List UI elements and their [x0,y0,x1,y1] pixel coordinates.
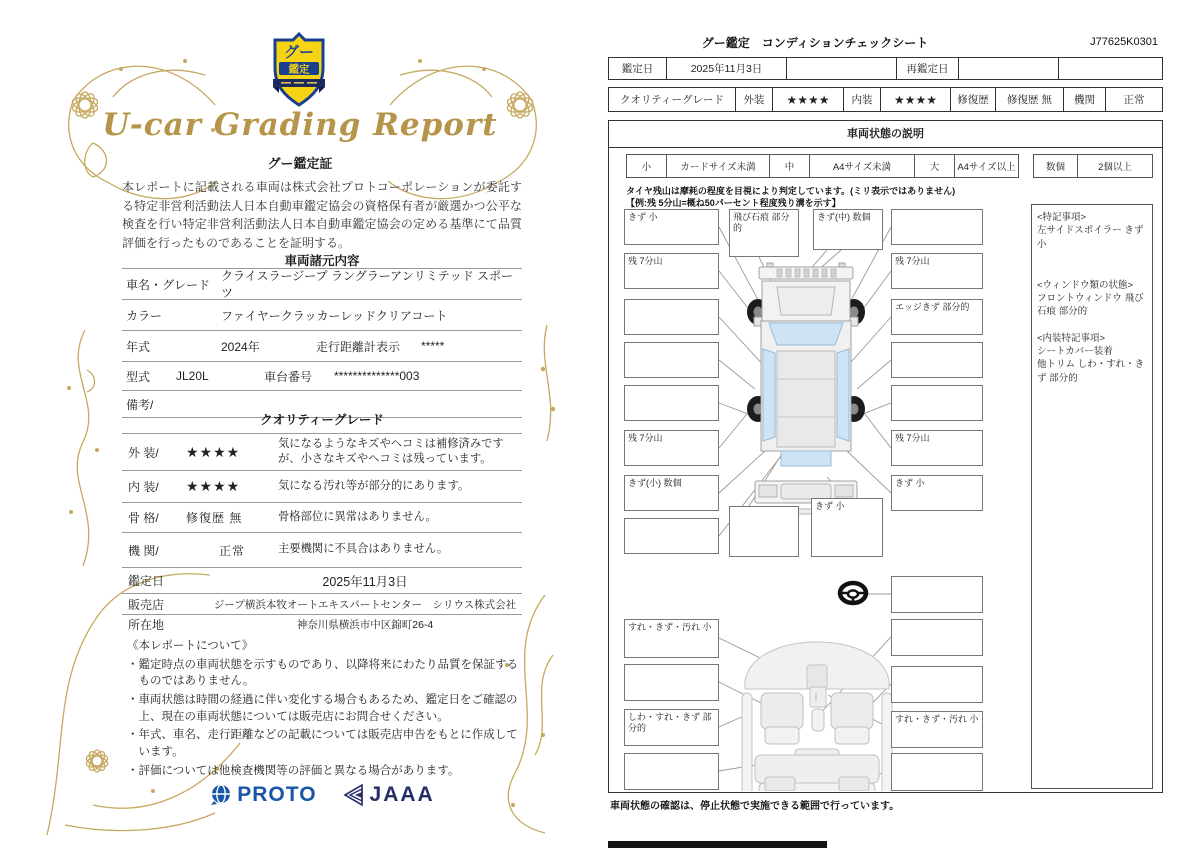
report-title: U-car Grading Report [102,107,498,143]
special-notes-heading: <特記事項> [1037,212,1087,223]
tire-note-1: タイヤ残山は摩耗の程度を目視により判定しています。(ミリ表示ではありません) [626,186,956,196]
grade-row-frame [122,502,522,532]
spec-value: ファイヤークラッカーレッドクリアコート [221,308,448,323]
proto-globe-icon [209,783,233,807]
bottom-black-bar [608,841,827,848]
spec-label: 備考/ [126,397,154,412]
empty-cell [959,58,1059,79]
damage-box [729,506,799,557]
special-notes-panel [1031,204,1153,789]
grade-row-exterior [122,433,522,470]
condition-section-title: 車両状態の説明 [609,121,1162,148]
note-item: ・年式、車名、走行距離などの記載については販売店申告をもとに作成しています。 [127,727,518,759]
grade-stars: ★★★★ [186,478,241,494]
legend-small-desc: カードサイズ未満 [667,155,770,177]
jaaa-triangle-icon [343,783,365,807]
damage-box [891,385,983,421]
certificate-intro: 本レポートに記載される車両は株式会社プロトコーポレーションが委託する特定非営利活動法人日本自動車鑑定協会の資格保有者が厳選かつ公平な検査を行い特定非営利活動法人日本自動車鑑定協会の定める基準にて品質評価を行ったものであることを証明する。 [122,180,522,250]
repair-value: 修復歴 無 [996,88,1064,111]
badge-text-bottom: 鑑定 [288,63,310,76]
window-notes-heading: <ウィンドウ類の状態> [1037,279,1134,291]
count-value: 2個以上 [1098,162,1132,173]
jaaa-logo [343,783,435,807]
special-note: 左サイドスポイラー きず 小 [1037,225,1144,250]
tire-box: 残 7分山 [891,430,983,466]
note-item: ・車両状態は時間の経過に伴い変化する場合もあるため、鑑定日をご確認の上、現在の車両状態については販売店にお問合せください。 [127,692,518,723]
interior-stars: ★★★★ [881,88,951,111]
window-note: フロントウィンドウ 飛び石痕 部分的 [1037,293,1144,318]
interior-label: 内装 [844,88,881,111]
spec-row-model [122,361,522,390]
info-label: 鑑定日 [128,574,165,588]
tire-box: 残 7分山 [891,253,983,289]
interior-note: 他トリム しわ・すれ・きず 部分的 [1037,359,1145,384]
proto-logo [209,783,316,807]
tire-note-2: 【例:残 5分山=概ね50パーセント程度残り溝を示す】 [626,198,841,208]
interior-box: しわ・すれ・きず 部分的 [624,709,719,746]
sheet-code: J77625K0301 [1090,36,1158,48]
note-item: ・鑑定時点の車両状態を示すものであり、以降将来にわたり品質を保証するものではありません。 [127,656,518,688]
goo-kantei-badge [267,31,331,109]
interior-box: すれ・きず・汚れ 小 [624,619,719,658]
grade-table [122,433,522,634]
grade-desc: 気になる汚れ等が部分的にあります。 [278,479,470,492]
steering-wheel-icon [840,583,866,603]
damage-box [891,209,983,245]
damage-box: 飛び石痕 部分的 [729,209,799,257]
spec-row-name [122,268,522,299]
legend-medium-label: 中 [770,155,810,177]
repair-label: 修復歴 [951,88,996,111]
empty-cell [787,58,897,79]
ornament-right-dots [533,325,563,445]
legend-small-label: 小 [627,155,667,177]
spec-table [122,268,522,418]
certifier-logos [122,783,522,807]
badge-text-top: グー [283,44,315,61]
grade-value: 修復歴 無 [186,511,243,525]
report-notes [127,637,529,780]
interior-notes-heading: <内装特記事項> [1037,332,1106,344]
interior-box [624,753,719,790]
condition-sheet-title: グー鑑定 コンディションチェックシート [701,36,929,50]
spec-value: ***** [421,339,445,353]
proto-logo-text: PROTO [237,783,317,806]
engine-value: 正常 [1123,94,1145,106]
spec-label: 年式 [126,339,151,354]
grade-desc: 骨格部位に異常はありません。 [278,510,437,523]
footer-note: 車両状態の確認は、停止状態で実施できる範囲で行っています。 [610,801,900,812]
damage-box: きず(小) 数個 [624,475,719,511]
interior-box [891,619,983,656]
grade-row-date [122,567,522,593]
spec-label: 車名・グレード [126,277,211,292]
damage-box: きず 小 [891,475,983,511]
steering-box [891,576,983,613]
interior-box [891,666,983,703]
spec-value: クライスラージープ ラングラーアンリミテッド スポーツ [221,269,514,300]
spec-label: 車台番号 [264,369,313,384]
info-value: 2025年11月3日 [322,574,408,589]
info-value: 神奈川県横浜市中区錦町26-4 [296,619,434,631]
interior-note: シートカバー装着 [1037,346,1113,358]
info-label: 所在地 [128,618,165,632]
car-interior-top-view [742,642,892,791]
grade-heading: クオリティーグレード [260,413,384,427]
grade-row-engine [122,532,522,567]
spec-heading: 車両諸元内容 [284,254,360,268]
spec-label: 型式 [126,369,151,384]
spec-row-color [122,299,522,330]
spec-value: **************003 [334,369,420,383]
damage-box: きず 小 [811,498,883,557]
empty-cell [1059,58,1162,79]
vehicle-condition-panel [608,120,1163,793]
inspection-date-table [608,57,1163,80]
interior-box [624,664,719,701]
legend-medium-desc: A4サイズ未満 [810,155,915,177]
exterior-label: 外装 [736,88,773,111]
legend-large-label: 大 [915,155,955,177]
grade-desc: 主要機関に不具合はありません。 [278,543,449,556]
grade-row-address [122,614,522,634]
interior-box: すれ・きず・汚れ 小 [891,711,983,748]
report-subtitle: グー鑑定証 [267,156,333,171]
info-value: ジープ横浜本牧オートエキスパートセンター シリウス株式会社 [213,598,517,611]
damage-box: きず 小 [624,209,719,245]
date-value-cell: 2025年11月3日 [667,58,787,79]
damage-box: きず(中) 数個 [813,209,883,250]
damage-box: エッジきず 部分的 [891,299,983,335]
damage-box [624,299,719,335]
grade-label: 内 装/ [128,480,159,494]
tire-box: 残 7分山 [624,253,719,289]
jaaa-logo-text: JAAA [369,783,435,806]
date-label-cell: 鑑定日 [609,58,667,79]
ornament-left-middle [57,330,109,570]
grade-label: 外 装/ [128,445,159,460]
grade-desc: 気になるようなキズやヘコミは補修済みですが、小さなキズやヘコミは残っています。 [278,437,504,465]
grade-row-dealer [122,593,522,614]
redate-label-cell: 再鑑定日 [897,58,959,79]
legend-large-desc: A4サイズ以上 [957,162,1016,173]
spec-row-year [122,330,522,361]
engine-label: 機関 [1064,88,1106,111]
count-label: 数個 [1034,155,1078,177]
note-item: ・評価については他検査機関等の評価と異なる場合があります。 [127,762,460,777]
grade-table-title: クオリティーグレード [609,88,736,111]
quality-grade-table [608,87,1163,112]
grade-label: 機 関/ [128,543,159,558]
grade-stars: ★★★★ [186,443,241,460]
spec-value: JL20L [176,369,209,383]
grade-value: 正常 [218,543,245,558]
exterior-stars: ★★★★ [773,88,844,111]
certificate-page [35,25,565,840]
interior-box [891,753,983,791]
damage-box [624,385,719,421]
tire-box: 残 7分山 [624,430,719,466]
damage-box [891,342,983,378]
spec-label: 走行距離計表示 [316,339,401,354]
spec-label: カラー [126,308,163,323]
damage-box [624,342,719,378]
notes-heading: 《本レポートについて》 [127,638,254,652]
spec-value: 2024年 [221,339,260,354]
info-label: 販売店 [128,597,165,612]
damage-box [624,518,719,554]
grade-row-interior [122,470,522,502]
grade-label: 骨 格/ [128,511,159,525]
